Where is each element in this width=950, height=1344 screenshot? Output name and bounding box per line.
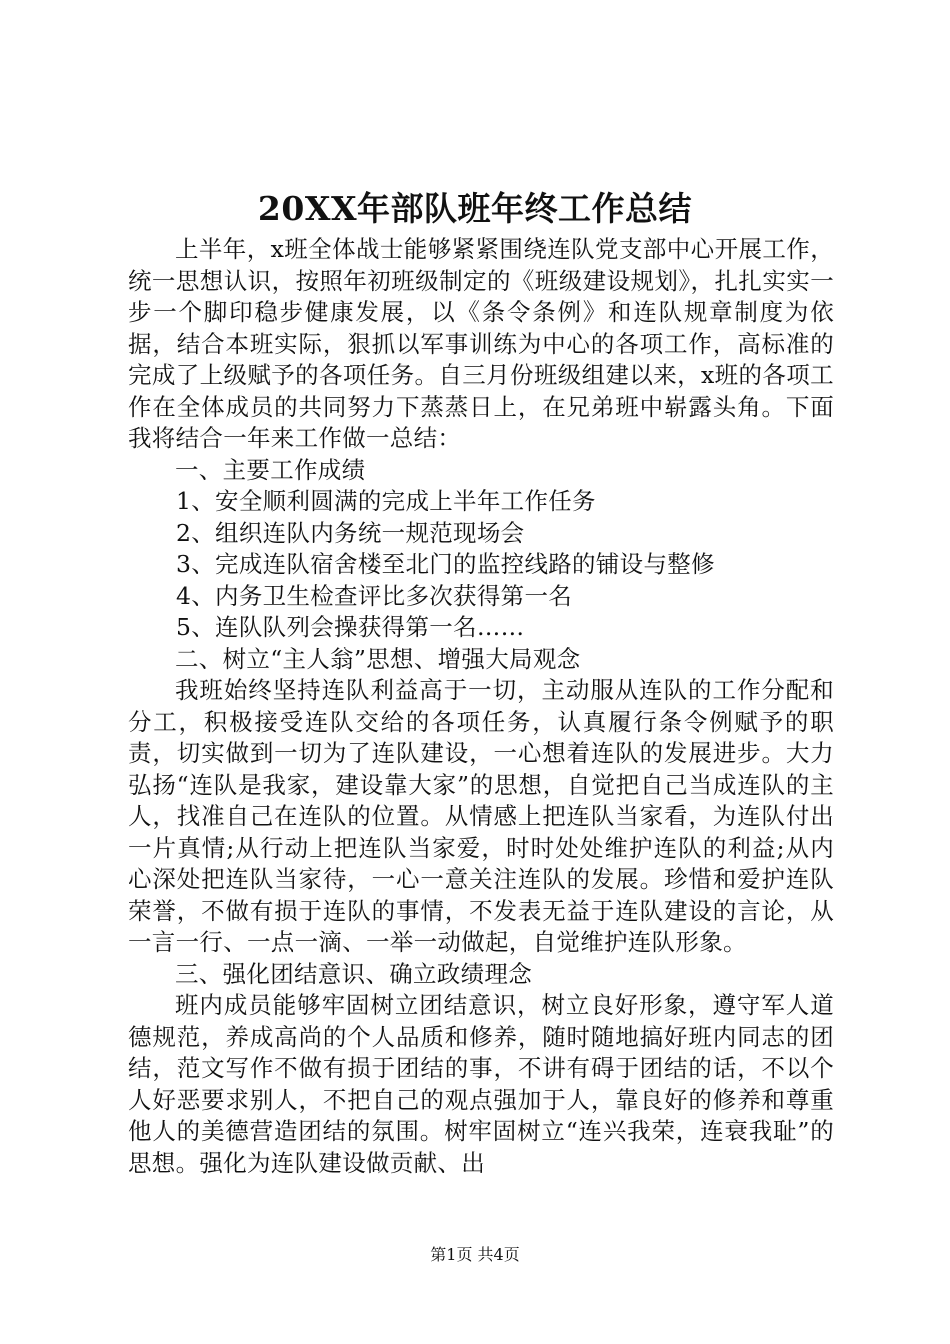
achievement-item-2: 2、组织连队内务统一规范现场会 (176, 518, 525, 547)
section-heading-3: 三、强化团结意识、确立政绩理念 (175, 959, 532, 988)
section-heading-1: 一、主要工作成绩 (175, 455, 366, 484)
section-heading-2: 二、树立“主人翁”思想、增强大局观念 (175, 644, 581, 673)
intro-paragraph: 上半年，x班全体战士能够紧紧围绕连队党支部中心开展工作，统一思想认识，按照年初班级制定的《班级建设规划》，扎扎实实一步一个脚印稳步健康发展，以《条令条例》和连队规章制度为依据，结合本班实际，狠抓以军事训练为中心的各项工作，高标准的完成了上级赋予的各项任务。自三月份班级组建以来，x班的各项工作在全体成员的共同努力下蒸蒸日上，在兄弟班中崭露头角。下面我将结合一年来工作做一总结： (128, 235, 834, 452)
achievement-item-3: 3、完成连队宿舍楼至北门的监控线路的铺设与整修 (176, 550, 715, 578)
achievement-item-4: 4、内务卫生检查评比多次获得第一名 (176, 581, 573, 610)
achievement-item-1: 1、安全顺利圆满的完成上半年工作任务 (176, 487, 596, 515)
document-body (128, 234, 834, 1179)
section-3-paragraph: 班内成员能够牢固树立团结意识，树立良好形象，遵守军人道德规范，养成高尚的个人品质和修养，随时随地搞好班内同志的团结，范文写作不做有损于团结的事，不讲有碍于团结的话，不以个人好恶要求别人，不把自己的观点强加于人，靠良好的修养和尊重他人的美德营造团结的氛围。树牢固树立“连兴我荣，连衰我耻”的思想。强化为连队建设做贡献、出 (128, 991, 834, 1177)
page-footer: 第1页 共4页 (430, 1245, 520, 1264)
document-title: 20XX年部队班年终工作总结 (257, 189, 693, 228)
achievement-item-5: 5、连队队列会操获得第一名…… (176, 613, 525, 641)
section-2-paragraph: 我班始终坚持连队利益高于一切，主动服从连队的工作分配和分工，积极接受连队交给的各项任务，认真履行条令例赋予的职责，切实做到一切为了连队建设，一心想着连队的发展进步。大力弘扬“连队是我家，建设靠大家”的思想，自觉把自己当成连队的主人，找准自己在连队的位置。从情感上把连队当家看，为连队付出一片真情;从行动上把连队当家爱，时时处处维护连队的利益;从内心深处把连队当家待，一心一意关注连队的发展。珍惜和爱护连队荣誉，不做有损于连队的事情，不发表无益于连队建设的言论，从一言一行、一点一滴、一举一动做起，自觉维护连队形象。 (128, 676, 834, 956)
